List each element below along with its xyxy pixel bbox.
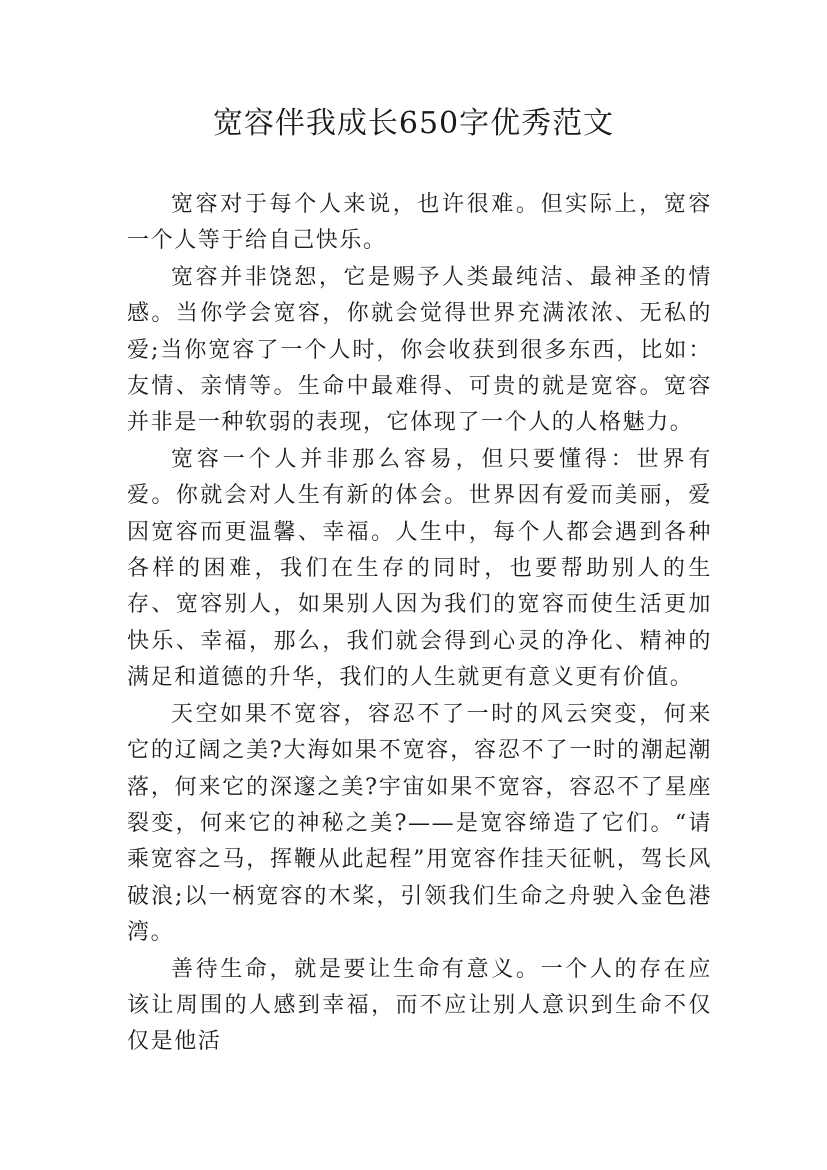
paragraph-3: 宽容一个人并非那么容易，但只要懂得：世界有爱。你就会对人生有新的体会。世界因有爱而美丽，爱因宽容而更温馨、幸福。人生中，每个人都会遇到各种各样的困难，我们在生存的同时，也要帮助别人的生存、宽容别人，如果别人因为我们的宽容而使生活更加快乐、幸福，那么，我们就会得到心灵的净化、精神的满足和道德的升华，我们的人生就更有意义更有价值。 (127, 446, 712, 691)
paragraph-4: 天空如果不宽容，容忍不了一时的风云突变，何来它的辽阔之美?大海如果不宽容，容忍不了一时的潮起潮落，何来它的深邃之美?宇宙如果不宽容，容忍不了星座裂变，何来它的神秘之美?——是宽容缔造了它们。“请乘宽容之马，挥鞭从此起程”用宽容作挂天征帆，驾长风破浪;以一柄宽容的木桨，引领我们生命之舟驶入金色港湾。 (127, 701, 712, 946)
document-body (127, 187, 712, 1061)
paragraph-2: 宽容并非饶恕，它是赐予人类最纯洁、最神圣的情感。当你学会宽容，你就会觉得世界充满浓浓、无私的爱;当你宽容了一个人时，你会收获到很多东西，比如：友情、亲情等。生命中最难得、可贵的就是宽容。宽容并非是一种软弱的表现，它体现了一个人的人格魅力。 (127, 264, 712, 436)
paragraph-5: 善待生命，就是要让生命有意义。一个人的存在应该让周围的人感到幸福，而不应让别人意识到生命不仅仅是他活 (127, 956, 712, 1055)
document-title: 宽容伴我成长650字优秀范文 (212, 106, 615, 141)
paragraph-1: 宽容对于每个人来说，也许很难。但实际上，宽容一个人等于给自己快乐。 (127, 192, 712, 254)
